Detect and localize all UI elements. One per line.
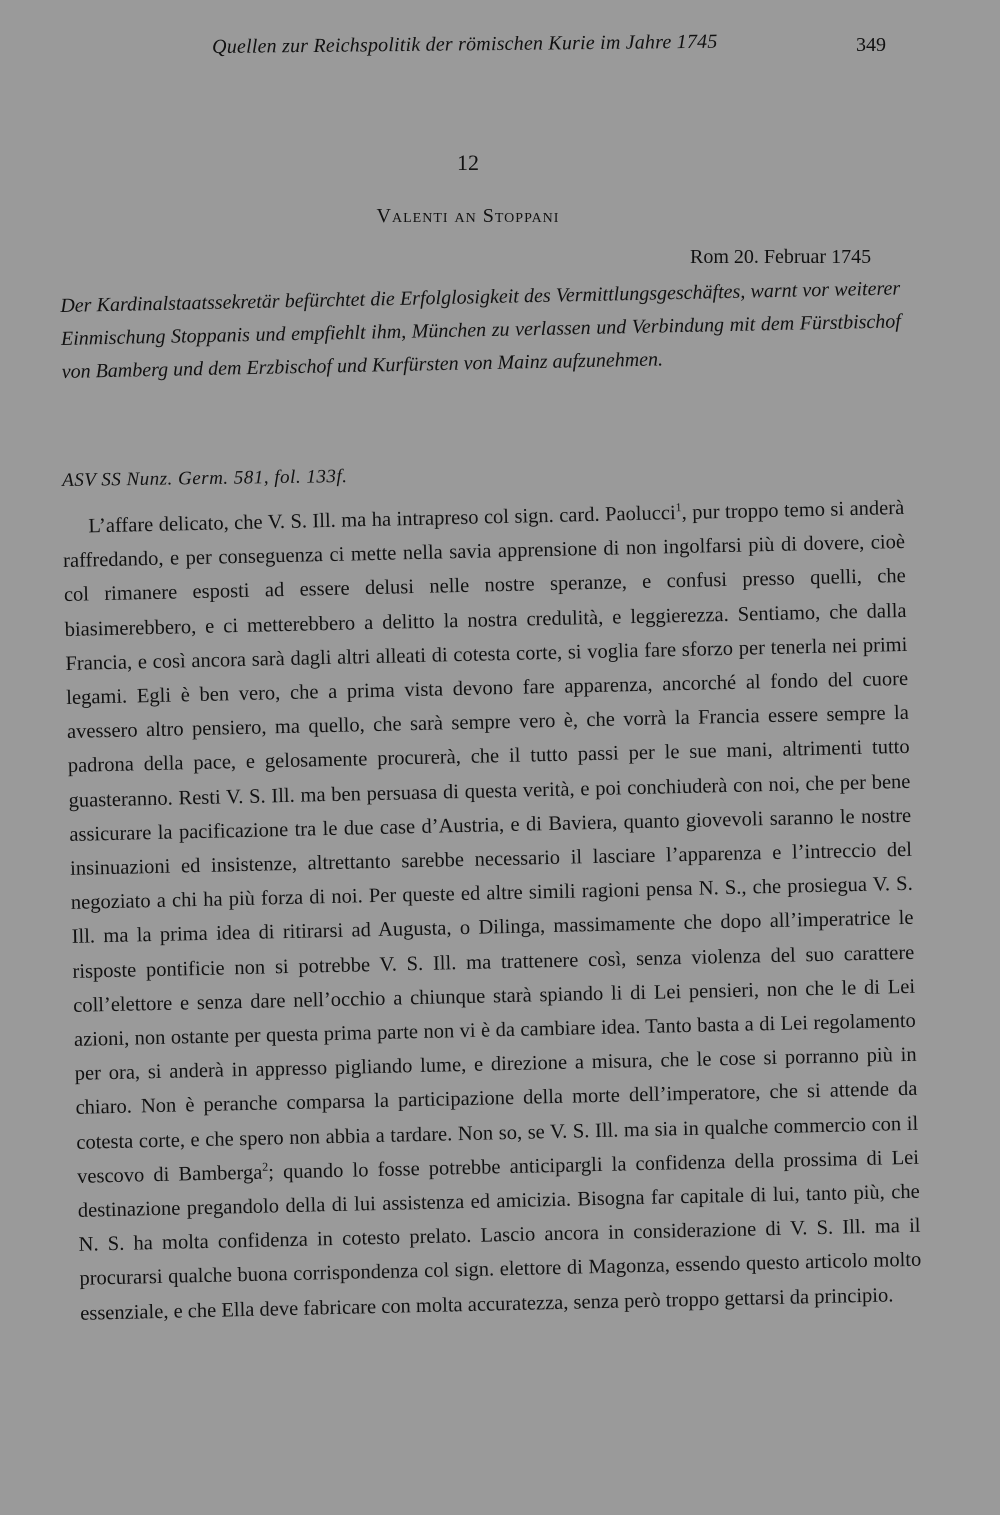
document-number: 12: [457, 150, 479, 175]
dateline: Rom 20. Februar 1745: [690, 246, 872, 268]
running-title: Quellen zur Reichspolitik der römischen Kurie im Jahre 1745: [212, 30, 718, 58]
footnote-marker: 2: [261, 1159, 269, 1174]
archival-source: ASV SS Nunz. Germ. 581, fol. 133f.: [62, 466, 348, 491]
regest-summary: Der Kardinalstaatssekretär befürchtet die Erfolglosigkeit des Vermittlungsgeschäftes, warnt vor weiterer Einmischung Stoppanis und empfiehlt ihm, München zu verlassen und Verbindung mit dem Fürstbischof von Bamberg und dem Erzbischof und Kurfürsten von Mainz aufzunehmen.: [60, 277, 902, 383]
page-number: 349: [856, 34, 886, 56]
body-text-part2: , pur troppo temo si anderà raffredando, e per conseguenza ci mette nella savia apprensione di non ingolfarsi più di dovere, cioè col rimanere esposti ad essere delusi nelle nostre speranze, e confusi presso quelli, che biasimerebbero, e ci metterebbero a delitto la nostra credulità, e leggierezza. Sentiamo, che dalla Francia, e così ancora sarà dagli altri alleati di cotesta corte, si voglia fare sforzo per tenerla nei primi legami. Egli è ben vero, che a prima vista devono fare apparenza, ancorché al fondo del cuore avessero altro pensiero, ma quello, che sarà sempre vero è, che vorrà la Francia essere sempre la padrona della pace, e gelosamente procurerà, che il tutto passi per le sue mani, altrimenti tutto guasteranno. Resti V. S. Ill. ma ben persuasa di questa verità, e poi conchiuderà con noi, che per bene assicurare la pacificazione tra le due case d’Austria, e di Baviera, quanto giovevoli saranno le nostre insinuazioni ed insistenze, altrettanto sarebbe necessario il lasciare l’apparenza e l’intreccio del negoziato a chi ha più forza di noi. Per queste ed altre simili ragioni pensa N. S., che prosiegua V. S. Ill. ma la prima idea di ritirarsi ad Augusta, o Dilinga, massimamente che dopo all’imperatrice le risposte pontificie non si potrebbe V. S. Ill. ma trattenere così, senza violenza del suo carattere coll’elettore e senza dare nell’occhio a chiunque starà spiando li di Lei pensieri, non che le di Lei azioni, non ostante per questa prima parte non vi è da cambiare idea. Tanto basta a di Lei regolamento per ora, si anderà in appresso pigliando lume, e direzione a misura, che le cose si porranno più in chiaro. Non è peranche comparsa la participazione della morte dell’imperatore, che si attende da cotesta corte, e che spero non abbia a tardare. Non so, se V. S. Ill. ma sia in qualche commercio con il vescovo di Bamberga: [62, 496, 919, 1188]
body-paragraph: [62, 491, 922, 1331]
body-text-part3: ; quando lo fosse potrebbe anticipargli la confidenza della prossima di Lei destinazione pregandolo della di lui assistenza ed amicizia. Bisogna far capitale di lui, tanto più, che N. S. ha molta confidenza in cotesto prelato. Lascio ancora in considerazione di V. S. Ill. ma il procurarsi qualche buona corrispondenza col sign. elettore di Magonza, essendo questo articolo molto essenziale, e che Ella deve fabricare con molta accuratezza, senza però troppo gettarsi da principio.: [77, 1146, 922, 1325]
document-title: Valenti an Stoppani: [376, 205, 560, 227]
footnote-marker: 1: [675, 500, 682, 515]
letter-body: [62, 491, 922, 1331]
body-text-part1: L’affare delicato, che V. S. Ill. ma ha intrapreso col sign. card. Paolucci: [88, 502, 676, 538]
